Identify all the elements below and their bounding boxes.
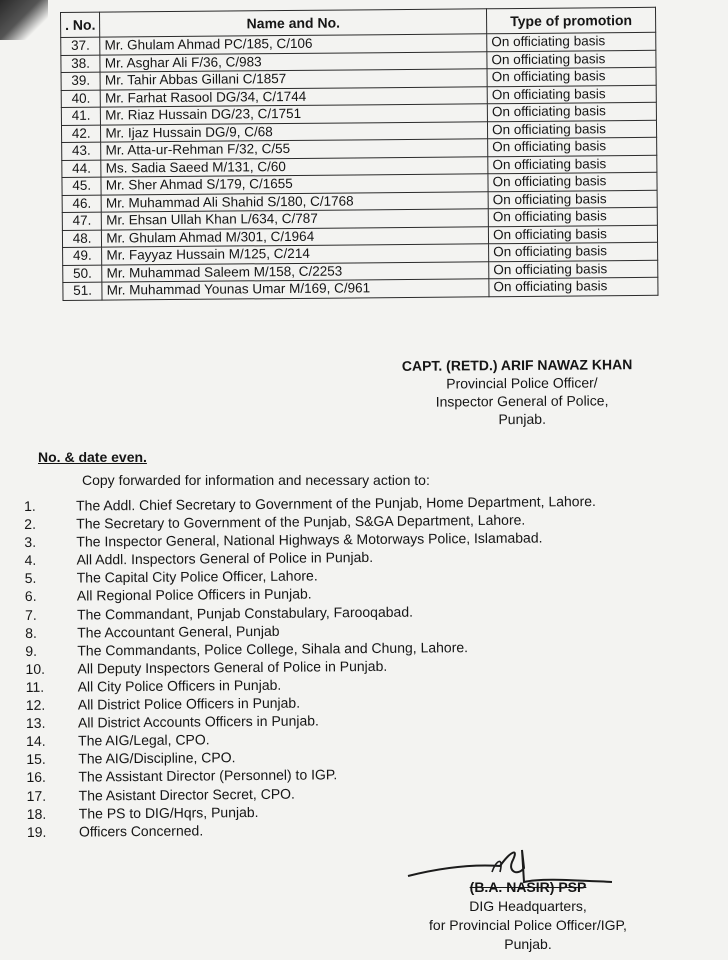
recipient-text: The PS to DIG/Hqrs, Punjab. [78,803,259,822]
recipient-number: 14. [26,733,46,750]
recipient-text: All District Police Officers in Punjab. [77,694,301,713]
row-serial-no: 48. [62,230,101,248]
row-officer-name: Mr. Muhammad Ali Shahid S/180, C/1768 [101,191,488,212]
recipient-number: 12. [25,696,46,714]
recipient-text: The Commandants, Police College, Sihala and Chung, Lahore. [77,638,469,659]
recipient-number: 11. [25,678,45,695]
second-signatory-title-2: for Provincial Police Officer/IGP, [429,917,627,933]
row-officer-name: Mr. Sher Ahmad S/179, C/1655 [101,174,488,195]
row-serial-no: 39. [61,72,100,90]
recipient-number: 9. [25,642,38,659]
row-promotion-type: On officiating basis [487,67,656,86]
recipient-text: All Addl. Inspectors General of Police in Punjab. [76,549,374,568]
row-serial-no: 50. [63,265,102,283]
recipient-text: All Deputy Inspectors General of Police in Punjab. [77,657,388,677]
recipient-number: 16. [26,769,46,786]
recipient-text: All City Police Officers in Punjab. [77,676,282,695]
header-type-of-promotion: Type of promotion [487,7,656,33]
recipient-text: The Addl. Chief Secretary to Government of the Punjab, Home Department, Lahore. [76,493,596,514]
row-serial-no: 38. [61,55,100,73]
forwarding-intro: Copy forwarded for information and necessary action to: [82,472,430,488]
recipient-text: The Capital City Police Officer, Lahore. [76,567,318,586]
recipient-number: 17. [26,787,47,804]
row-serial-no: 43. [62,142,101,160]
recipient-text: The AIG/Legal, CPO. [78,731,210,749]
row-promotion-type: On officiating basis [487,102,656,121]
row-serial-no: 51. [63,282,102,300]
row-officer-name: Mr. Ijaz Hussain DG/9, C/68 [101,121,488,142]
recipient-number: 7. [24,606,37,623]
recipient-text: The Secretary to Government of the Punjab, S&GA Department, Lahore. [76,511,526,532]
signatory-title-2: Inspector General of Police, [435,392,609,410]
signatory-title-3: Punjab. [498,410,546,428]
row-officer-name: Mr. Tahir Abbas Gillani C/1857 [100,69,487,90]
reference-line: No. & date even. [38,449,147,465]
signatory-title-1: Provincial Police Officer/ [446,374,598,392]
row-officer-name: Mr. Riaz Hussain DG/23, C/1751 [101,104,488,125]
page-corner-shadow [0,0,48,40]
recipient-number: 3. [24,534,37,551]
signatory-block [402,355,642,429]
row-promotion-type: On officiating basis [489,277,658,296]
row-serial-no: 47. [62,212,101,230]
recipient-text: The Inspector General, National Highways & Motorways Police, Islamabad. [76,529,543,550]
recipient-number: 19. [26,823,47,840]
row-promotion-type: On officiating basis [488,190,657,209]
row-promotion-type: On officiating basis [488,155,657,174]
recipient-text: The Assistant Director (Personnel) to IGP. [78,766,338,785]
row-serial-no: 46. [62,195,101,213]
row-officer-name: Mr. Ghulam Ahmad M/301, C/1964 [102,226,489,247]
row-serial-no: 41. [61,107,100,125]
row-promotion-type: On officiating basis [488,120,657,139]
second-signatory-block [408,878,648,954]
row-officer-name: Mr. Muhammad Saleem M/158, C/2253 [102,261,489,282]
row-serial-no: 45. [62,177,101,195]
row-promotion-type: On officiating basis [489,260,658,279]
row-serial-no: 44. [62,160,101,178]
row-promotion-type: On officiating basis [488,225,657,244]
signatory-name: CAPT. (RETD.) ARIF NAWAZ KHAN [401,356,633,374]
row-promotion-type: On officiating basis [488,172,657,191]
recipient-list [24,492,599,841]
recipient-number: 1. [24,497,36,514]
recipient-text: The AIG/Discipline, CPO. [78,749,236,767]
row-promotion-type: On officiating basis [487,85,656,104]
row-officer-name: Mr. Ehsan Ullah Khan L/634, C/787 [102,209,489,230]
recipient-number: 13. [25,714,46,732]
recipient-number: 6. [24,588,37,605]
row-promotion-type: On officiating basis [487,32,656,51]
row-officer-name: Mr. Farhat Rasool DG/34, C/1744 [101,86,488,107]
recipient-number: 8. [25,624,37,641]
row-serial-no: 40. [61,90,100,108]
recipient-text: The Asistant Director Secret, CPO. [78,785,295,804]
row-serial-no: 42. [61,125,100,143]
recipient-text: The Accountant General, Punjab [77,622,280,641]
recipient-text: Officers Concerned. [78,822,204,840]
recipient-number: 18. [26,805,47,822]
recipient-number: 15. [26,751,46,768]
recipient-number: 4. [24,552,37,569]
row-promotion-type: On officiating basis [489,242,658,261]
promotion-table-body [61,32,658,300]
promotion-table [60,7,658,301]
recipient-text: The Commandant, Punjab Constabulary, Farooqabad. [76,603,414,623]
row-officer-name: Mr. Fayyaz Hussain M/125, C/214 [102,244,489,265]
recipient-number: 2. [24,515,36,533]
row-promotion-type: On officiating basis [488,137,657,156]
second-signatory-title-1: DIG Headquarters, [469,898,587,914]
row-promotion-type: On officiating basis [488,207,657,226]
row-serial-no: 37. [61,37,100,55]
row-officer-name: Mr. Asghar Ali F/36, C/983 [100,51,487,72]
second-signatory-name: (B.A. NASIR) PSP [469,879,587,895]
second-signatory-title-3: Punjab. [504,936,552,952]
header-name-and-no: Name and No. [100,9,487,37]
recipient-text: All District Accounts Officers in Punjab. [77,712,319,731]
row-officer-name: Mr. Atta-ur-Rehman F/32, C/55 [101,139,488,160]
header-serial-no: . No. [61,12,101,37]
row-officer-name: Mr. Muhammad Younas Umar M/169, C/961 [102,279,489,300]
row-promotion-type: On officiating basis [487,50,656,69]
row-officer-name: Mr. Ghulam Ahmad PC/185, C/106 [100,34,487,55]
row-serial-no: 49. [63,247,102,265]
recipient-text: All Regional Police Officers in Punjab. [76,585,312,605]
recipient-number: 5. [24,570,37,587]
recipient-number: 10. [25,660,46,677]
row-officer-name: Ms. Sadia Saeed M/131, C/60 [101,156,488,177]
